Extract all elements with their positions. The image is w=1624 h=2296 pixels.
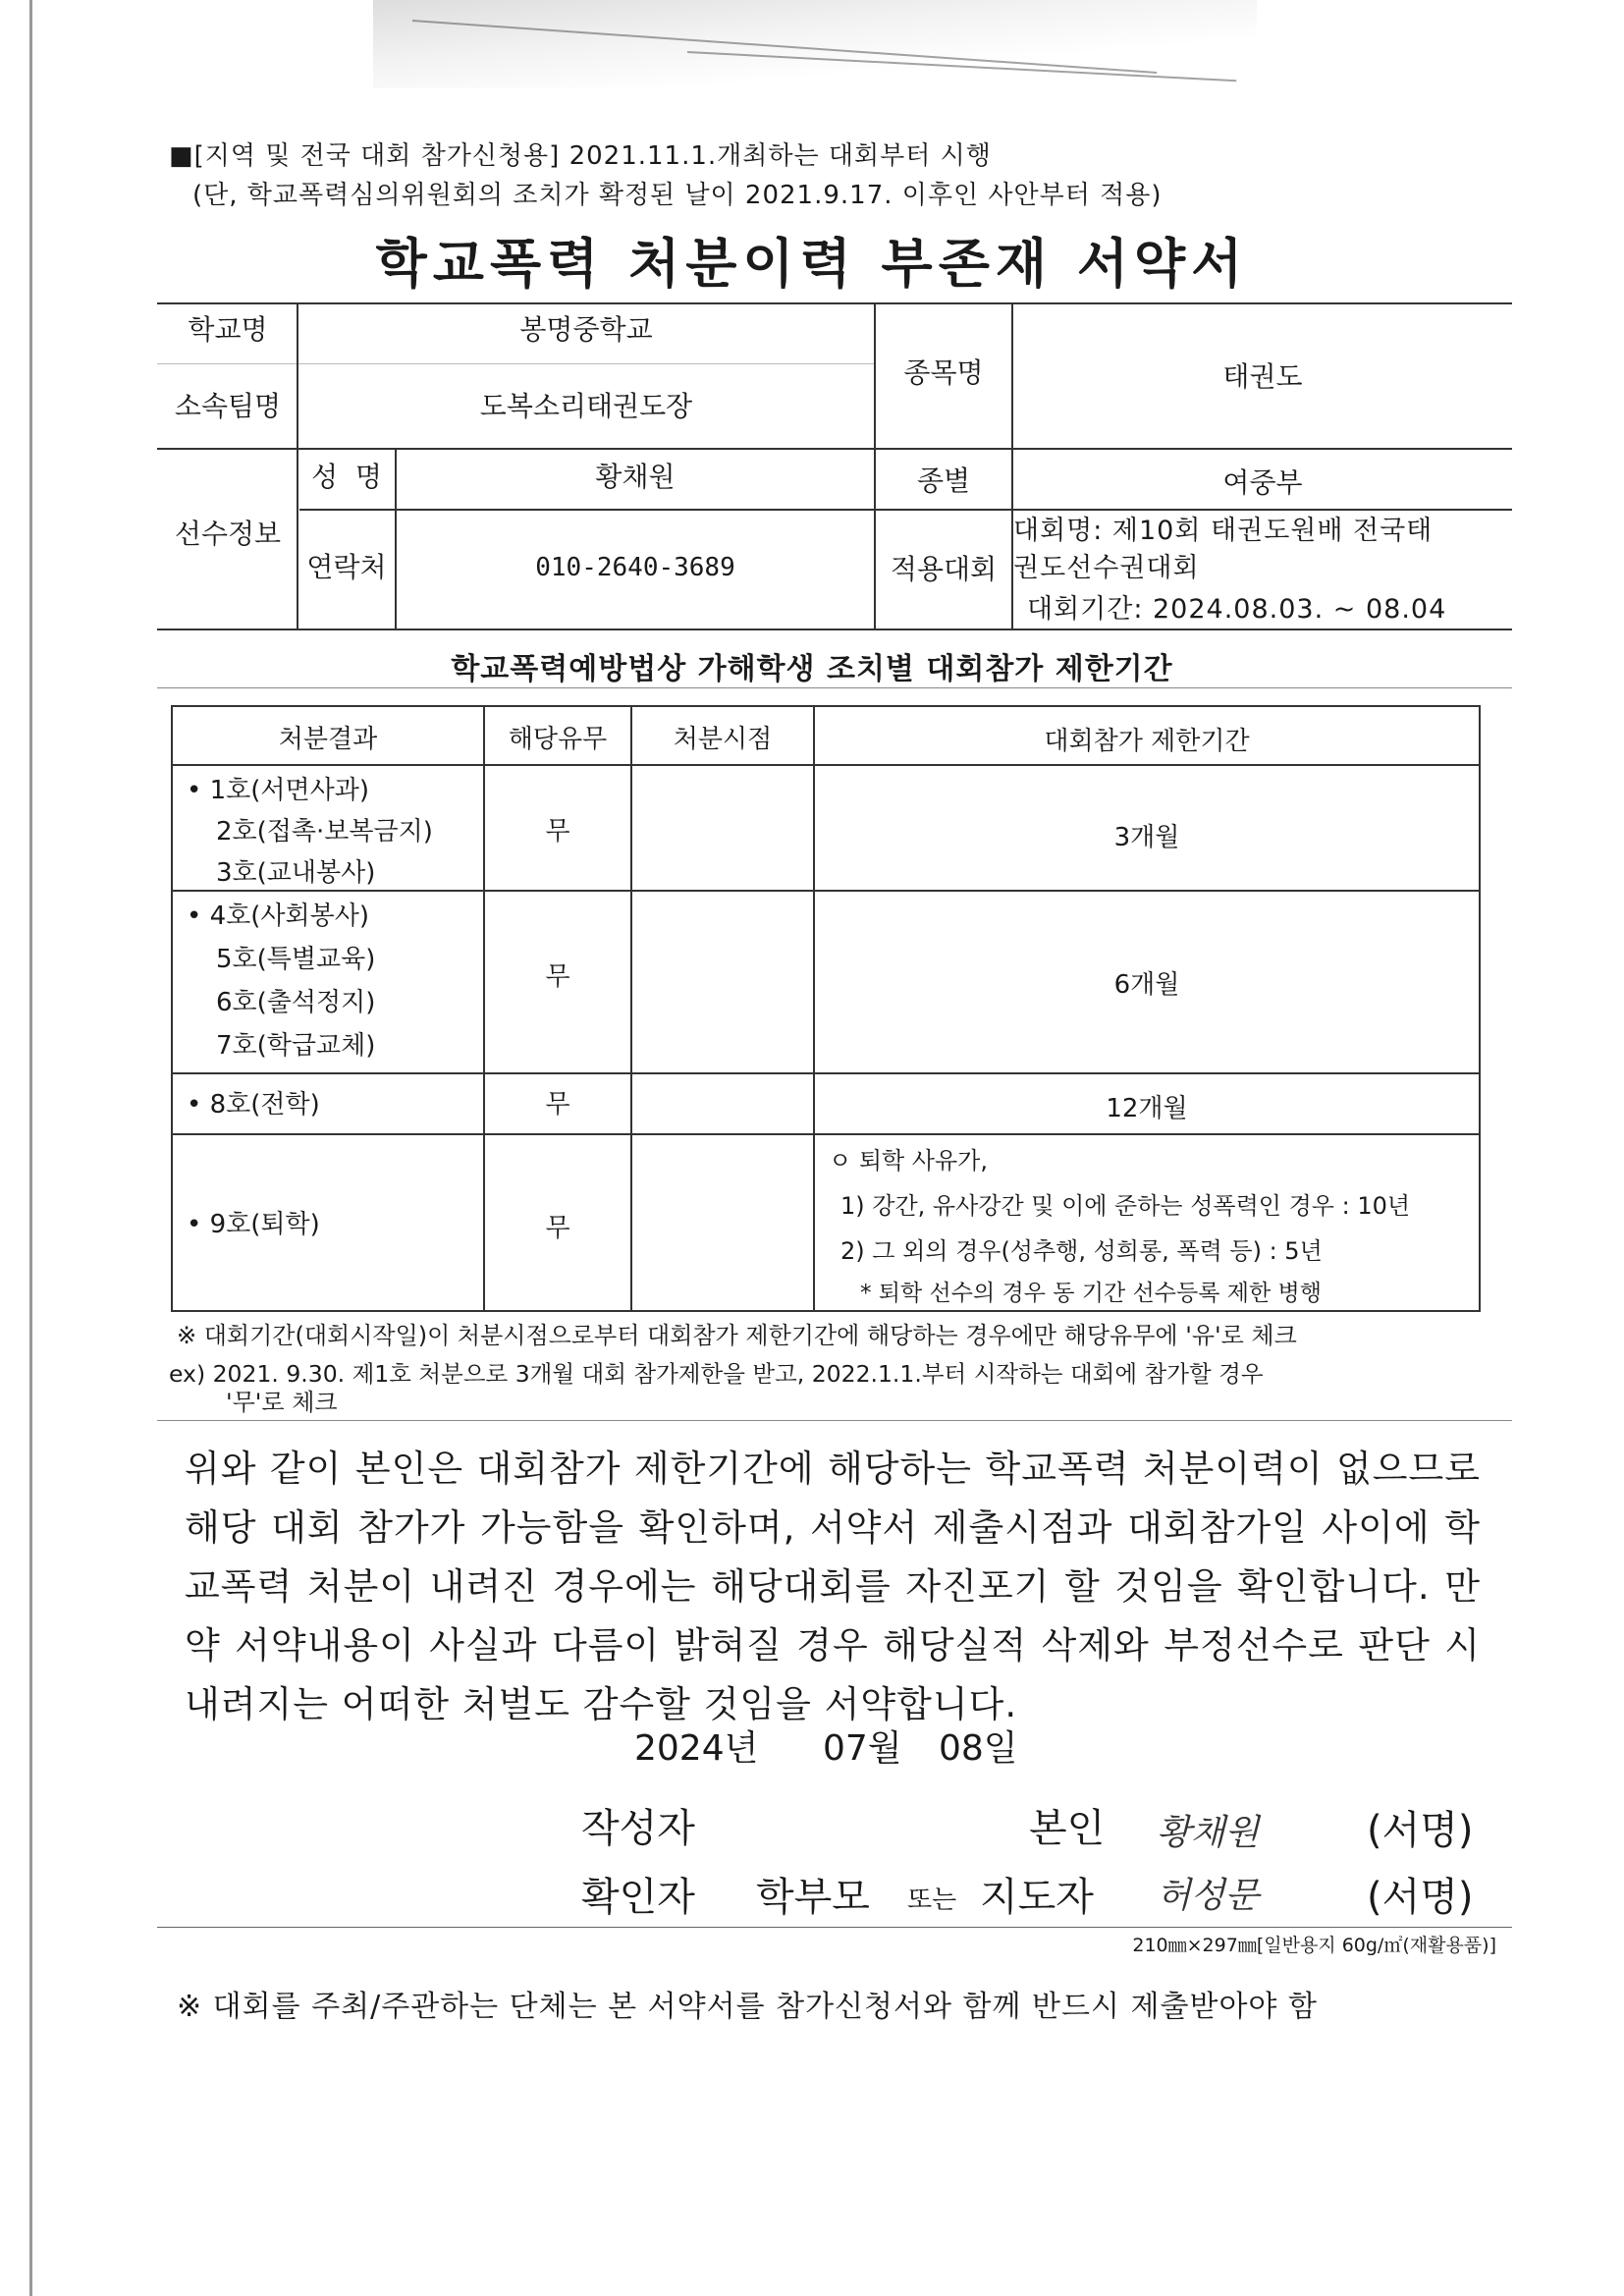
- table-border: [813, 707, 815, 1310]
- pledge-body: 위와 같이 본인은 대회참가 제한기간에 해당하는 학교폭력 처분이력이 없으므로 해당 대회 참가가 가능함을 확인하며, 서약서 제출시점과 대회참가일 사이에 학교폭력 처분이 내려진 경우에는 해당대회를 자진포기 할 것임을 확인합니다. 만약 서약내용이 사실과 다름이 밝혀질 경우 해당실적 삭제와 부정선수로 판단 시 내려지는 어떠한 처벌도 감수할 것임을 서약합니다.: [185, 1448, 1481, 1725]
- expulsion-note: * 퇴학 선수의 경우 동 기간 선수등록 제한 병행: [860, 1281, 1322, 1306]
- note-example-cont: '무'로 체크: [226, 1389, 338, 1416]
- competition-period: 대회기간: 2024.08.03. ~ 08.04: [1027, 594, 1447, 625]
- event-label: 종목명: [903, 356, 984, 389]
- measure-item: • 1호(서면사과): [187, 776, 370, 805]
- date-day: 08일: [939, 1728, 1018, 1769]
- team-value: 도복소리태권도장: [479, 390, 693, 422]
- measure-item: 2호(접촉·보복금지): [216, 817, 433, 847]
- table-border: [173, 1133, 1479, 1135]
- restriction-table: [171, 705, 1481, 1312]
- applies-value: 무: [545, 1214, 570, 1243]
- expulsion-note: ㅇ 퇴학 사유가,: [829, 1147, 988, 1175]
- col-header-time: 처분시점: [673, 725, 773, 754]
- measure-item: 5호(특별교육): [216, 945, 376, 974]
- writer-label: 작성자: [581, 1806, 695, 1851]
- category-label: 종별: [916, 465, 971, 497]
- player-info-label: 선수정보: [174, 518, 282, 550]
- note-example: ex) 2021. 9.30. 제1호 처분으로 3개월 대회 참가제한을 받고, 2022.1.1.부터 시작하는 대회에 참가할 경우: [169, 1360, 1264, 1388]
- measure-item: • 8호(전학): [187, 1090, 320, 1120]
- sign-placeholder-1: (서명): [1367, 1808, 1474, 1853]
- coach-label: 지도자: [980, 1875, 1094, 1920]
- measure-item: 7호(학급교체): [216, 1031, 376, 1061]
- period-value: 6개월: [1113, 970, 1180, 1000]
- subtitle-underline: [157, 687, 1512, 688]
- date-year: 2024년: [634, 1728, 759, 1769]
- category-value: 여중부: [1222, 466, 1303, 499]
- competition-name-line1: 대회명: 제10회 태권도원배 전국태: [1013, 516, 1434, 546]
- contact-label: 연락처: [306, 551, 387, 583]
- period-value: 12개월: [1106, 1094, 1188, 1123]
- applies-value: 무: [545, 817, 570, 847]
- bottom-divider: [157, 1927, 1512, 1928]
- page-title: 학교폭력 처분이력 부존재 서약서: [375, 233, 1249, 295]
- sign-placeholder-2: (서명): [1367, 1875, 1474, 1920]
- col-header-period: 대회참가 제한기간: [1044, 727, 1250, 756]
- school-label: 학교명: [188, 313, 268, 346]
- school-value: 봉명중학교: [519, 313, 653, 346]
- table-border: [157, 629, 1512, 630]
- header-notice-sub: (단, 학교폭력심의위원회의 조치가 확정된 날이 2021.9.17. 이후인 사안부터 적용): [192, 181, 1163, 210]
- parent-label: 학부모: [756, 1875, 870, 1920]
- measure-item: 3호(교내봉사): [216, 858, 376, 888]
- expulsion-note: 2) 그 외의 경우(성추행, 성희롱, 폭력 등) : 5년: [840, 1237, 1323, 1265]
- applies-value: 무: [545, 1090, 570, 1120]
- table-border: [299, 509, 1512, 511]
- measure-item: • 9호(퇴학): [187, 1210, 320, 1239]
- date-month: 07월: [823, 1728, 902, 1769]
- table-border: [173, 764, 1479, 766]
- applied-competition-label: 적용대회: [890, 553, 998, 585]
- header-notice: ■[지역 및 전국 대회 참가신청용] 2021.11.1.개최하는 대회부터 시행: [169, 141, 992, 171]
- table-border: [157, 363, 874, 364]
- team-label: 소속팀명: [174, 390, 282, 422]
- scan-left-edge: [29, 0, 32, 2296]
- paper-size-note: 210㎜×297㎜[일반용지 60g/㎡(재활용품)]: [1132, 1935, 1496, 1956]
- measure-item: • 4호(사회봉사): [187, 902, 370, 931]
- confirmer-label: 확인자: [581, 1875, 695, 1920]
- expulsion-note: 1) 강간, 유사강간 및 이에 준하는 성폭력인 경우 : 10년: [840, 1192, 1411, 1220]
- self-label: 본인: [1029, 1806, 1106, 1851]
- col-header-result: 처분결과: [278, 725, 378, 754]
- col-header-applies: 해당유무: [508, 725, 608, 754]
- self-signature-handwritten: 황채원: [1157, 1813, 1260, 1853]
- name-label: 성 명: [311, 461, 382, 493]
- name-value: 황채원: [595, 461, 676, 493]
- or-label: 또는: [907, 1886, 957, 1915]
- competition-name-line2: 권도선수권대회: [1013, 553, 1200, 583]
- applies-value: 무: [545, 962, 570, 992]
- period-value: 3개월: [1113, 823, 1180, 852]
- contact-value: 010-2640-3689: [535, 553, 735, 582]
- section-divider: [157, 1420, 1512, 1421]
- coach-signature-handwritten: 허성문: [1157, 1876, 1260, 1916]
- footer-notice: ※ 대회를 주최/주관하는 단체는 본 서약서를 참가신청서와 함께 반드시 제출받아야 함: [177, 1990, 1318, 2024]
- table-border: [157, 448, 1512, 450]
- table-border: [157, 302, 1512, 304]
- event-value: 태권도: [1222, 360, 1303, 393]
- note-check: ※ 대회기간(대회시작일)이 처분시점으로부터 대회참가 제한기간에 해당하는 경우에만 해당유무에 '유'로 체크: [177, 1322, 1297, 1349]
- table-border: [173, 890, 1479, 892]
- table-border: [630, 707, 632, 1310]
- measure-item: 6호(출석정지): [216, 988, 376, 1017]
- table-border: [173, 1072, 1479, 1074]
- restriction-subtitle: 학교폭력예방법상 가해학생 조치별 대회참가 제한기간: [451, 652, 1173, 686]
